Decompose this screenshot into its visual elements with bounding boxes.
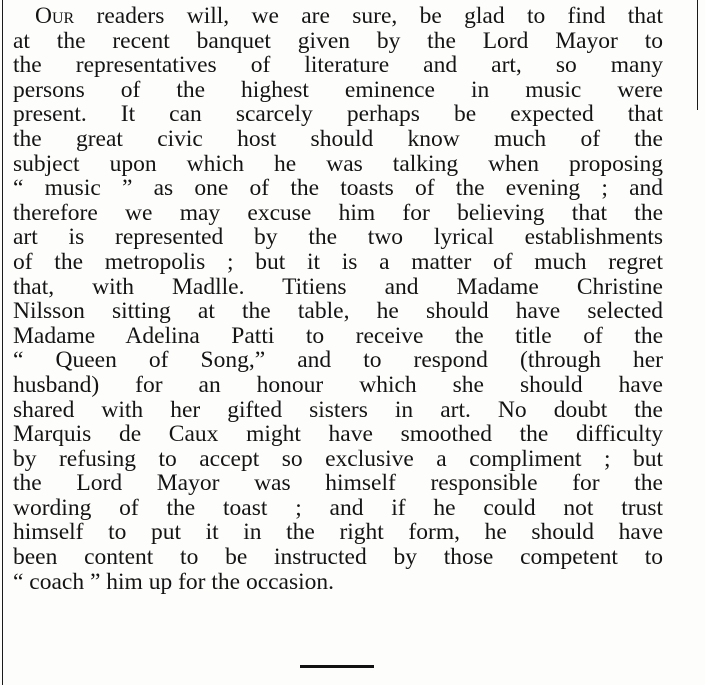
article-line: the representatives of literature and art, so many (13, 52, 663, 79)
article-line: persons of the highest eminence in music were (13, 76, 663, 103)
article-line: Nilsson sitting at the table, he should have selected (13, 298, 663, 325)
article-line: the Lord Mayor was himself responsible for the (13, 470, 663, 497)
article-line: shared with her gifted sisters in art. No doubt the (13, 396, 663, 423)
article-line: the great civic host should know much of the (13, 125, 663, 152)
column-rule-right (697, 0, 698, 110)
section-separator-rule (300, 665, 374, 668)
column-rule-left (2, 0, 3, 685)
article-line: himself to put it in the right form, he should have (13, 519, 663, 546)
article-line: “ Queen of Song,” and to respond (through her (13, 347, 663, 374)
article-line: husband) for an honour which she should have (13, 371, 663, 398)
article-line (13, 4, 663, 29)
article-line: been content to be instructed by those competent to (13, 544, 663, 571)
article-line: “ coach ” him up for the occasion. (13, 568, 335, 595)
article-line: Marquis de Caux might have smoothed the difficulty (13, 421, 663, 448)
article-line: subject upon which he was talking when proposing (13, 150, 663, 177)
article-line: wording of the toast ; and if he could not trust (13, 494, 663, 521)
article-line: art is represented by the two lyrical establishments (13, 224, 663, 251)
article-line: “ music ” as one of the toasts of the evening ; and (13, 175, 663, 202)
article-line: at the recent banquet given by the Lord Mayor to (13, 27, 663, 54)
drop-word: Our (35, 3, 75, 29)
article-line: therefore we may excuse him for believing that the (13, 199, 663, 226)
article-line: by refusing to accept so exclusive a compliment ; but (13, 445, 663, 472)
article-paragraph (13, 4, 663, 594)
article-line: of the metropolis ; but it is a matter of much regret (13, 248, 663, 275)
article-line: Madame Adelina Patti to receive the title of the (13, 322, 663, 349)
article-line: that, with Madlle. Titiens and Madame Christine (13, 273, 663, 300)
article-line-text: readers will, we are sure, be glad to find that (74, 3, 663, 29)
article-line: present. It can scarcely perhaps be expected that (13, 101, 663, 128)
